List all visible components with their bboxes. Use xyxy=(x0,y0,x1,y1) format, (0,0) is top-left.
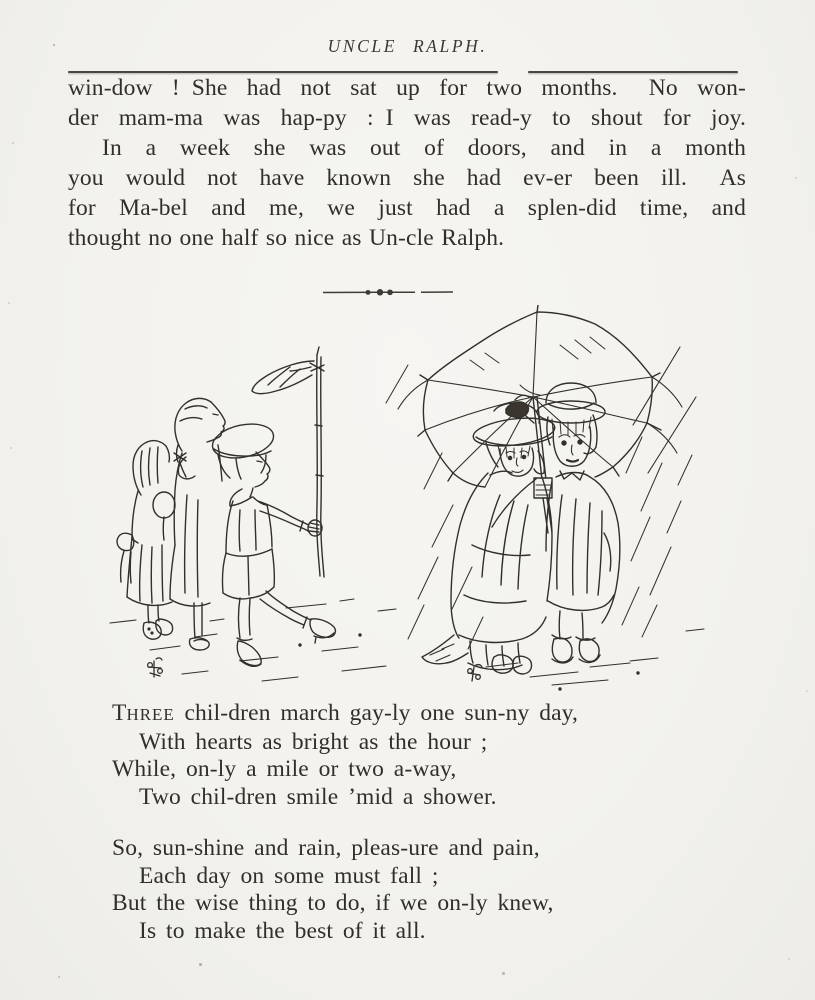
story-line: der mam-ma was hap-py : I was read-y to shout for joy. xyxy=(68,105,746,132)
page-illustration xyxy=(90,305,710,700)
story-line: you would not have known she had ev-er been ill. As xyxy=(68,165,746,192)
story-line: In a week she was out of doors, and in a month xyxy=(102,135,746,162)
poem-stanza-1 xyxy=(112,700,732,812)
story-line: win-dow ! She had not sat up for two months. No won- xyxy=(68,75,746,101)
illustration-umbrella-children xyxy=(386,305,704,690)
scan-speck xyxy=(53,44,55,46)
scan-speck xyxy=(12,142,14,144)
story-text xyxy=(68,73,746,254)
scan-speck xyxy=(58,976,60,978)
scan-speck xyxy=(806,690,808,692)
running-head: UNCLE RALPH. xyxy=(327,36,488,56)
poem-small-caps: HREE xyxy=(126,705,175,724)
poem-stanza-2 xyxy=(112,835,732,946)
scan-speck xyxy=(788,958,790,960)
scan-speck xyxy=(199,963,202,966)
poem-line: Two chil-dren smile ’mid a shower. xyxy=(139,784,497,811)
poem-line-rest: chil-dren march gay-ly one sun-ny day, xyxy=(174,700,579,726)
scan-speck xyxy=(795,177,797,179)
poem-lead-cap: T xyxy=(112,700,127,726)
poem-line: While, on-ly a mile or two a-way, xyxy=(112,756,457,783)
poem-line: But the wise thing to do, if we on-ly knew, xyxy=(112,890,554,917)
scan-speck xyxy=(502,972,505,975)
poem-line: Each day on some must fall ; xyxy=(139,862,439,889)
artist-monogram-left xyxy=(148,658,163,677)
poem-line: So, sun-shine and rain, pleas-ure and pain, xyxy=(112,835,540,861)
section-divider-ornament xyxy=(323,284,453,293)
poem-line: Is to make the best of it all. xyxy=(139,918,426,945)
illustration-marching-children xyxy=(110,347,396,681)
poem-line: With hearts as bright as the hour ; xyxy=(139,728,488,755)
story-line: thought no one half so nice as Un-cle Ralph. xyxy=(68,225,505,252)
scan-speck xyxy=(8,302,10,304)
story-line: for Ma-bel and me, we just had a splen-did time, and xyxy=(68,195,746,222)
poem-line xyxy=(112,700,732,729)
scan-speck xyxy=(10,447,12,449)
